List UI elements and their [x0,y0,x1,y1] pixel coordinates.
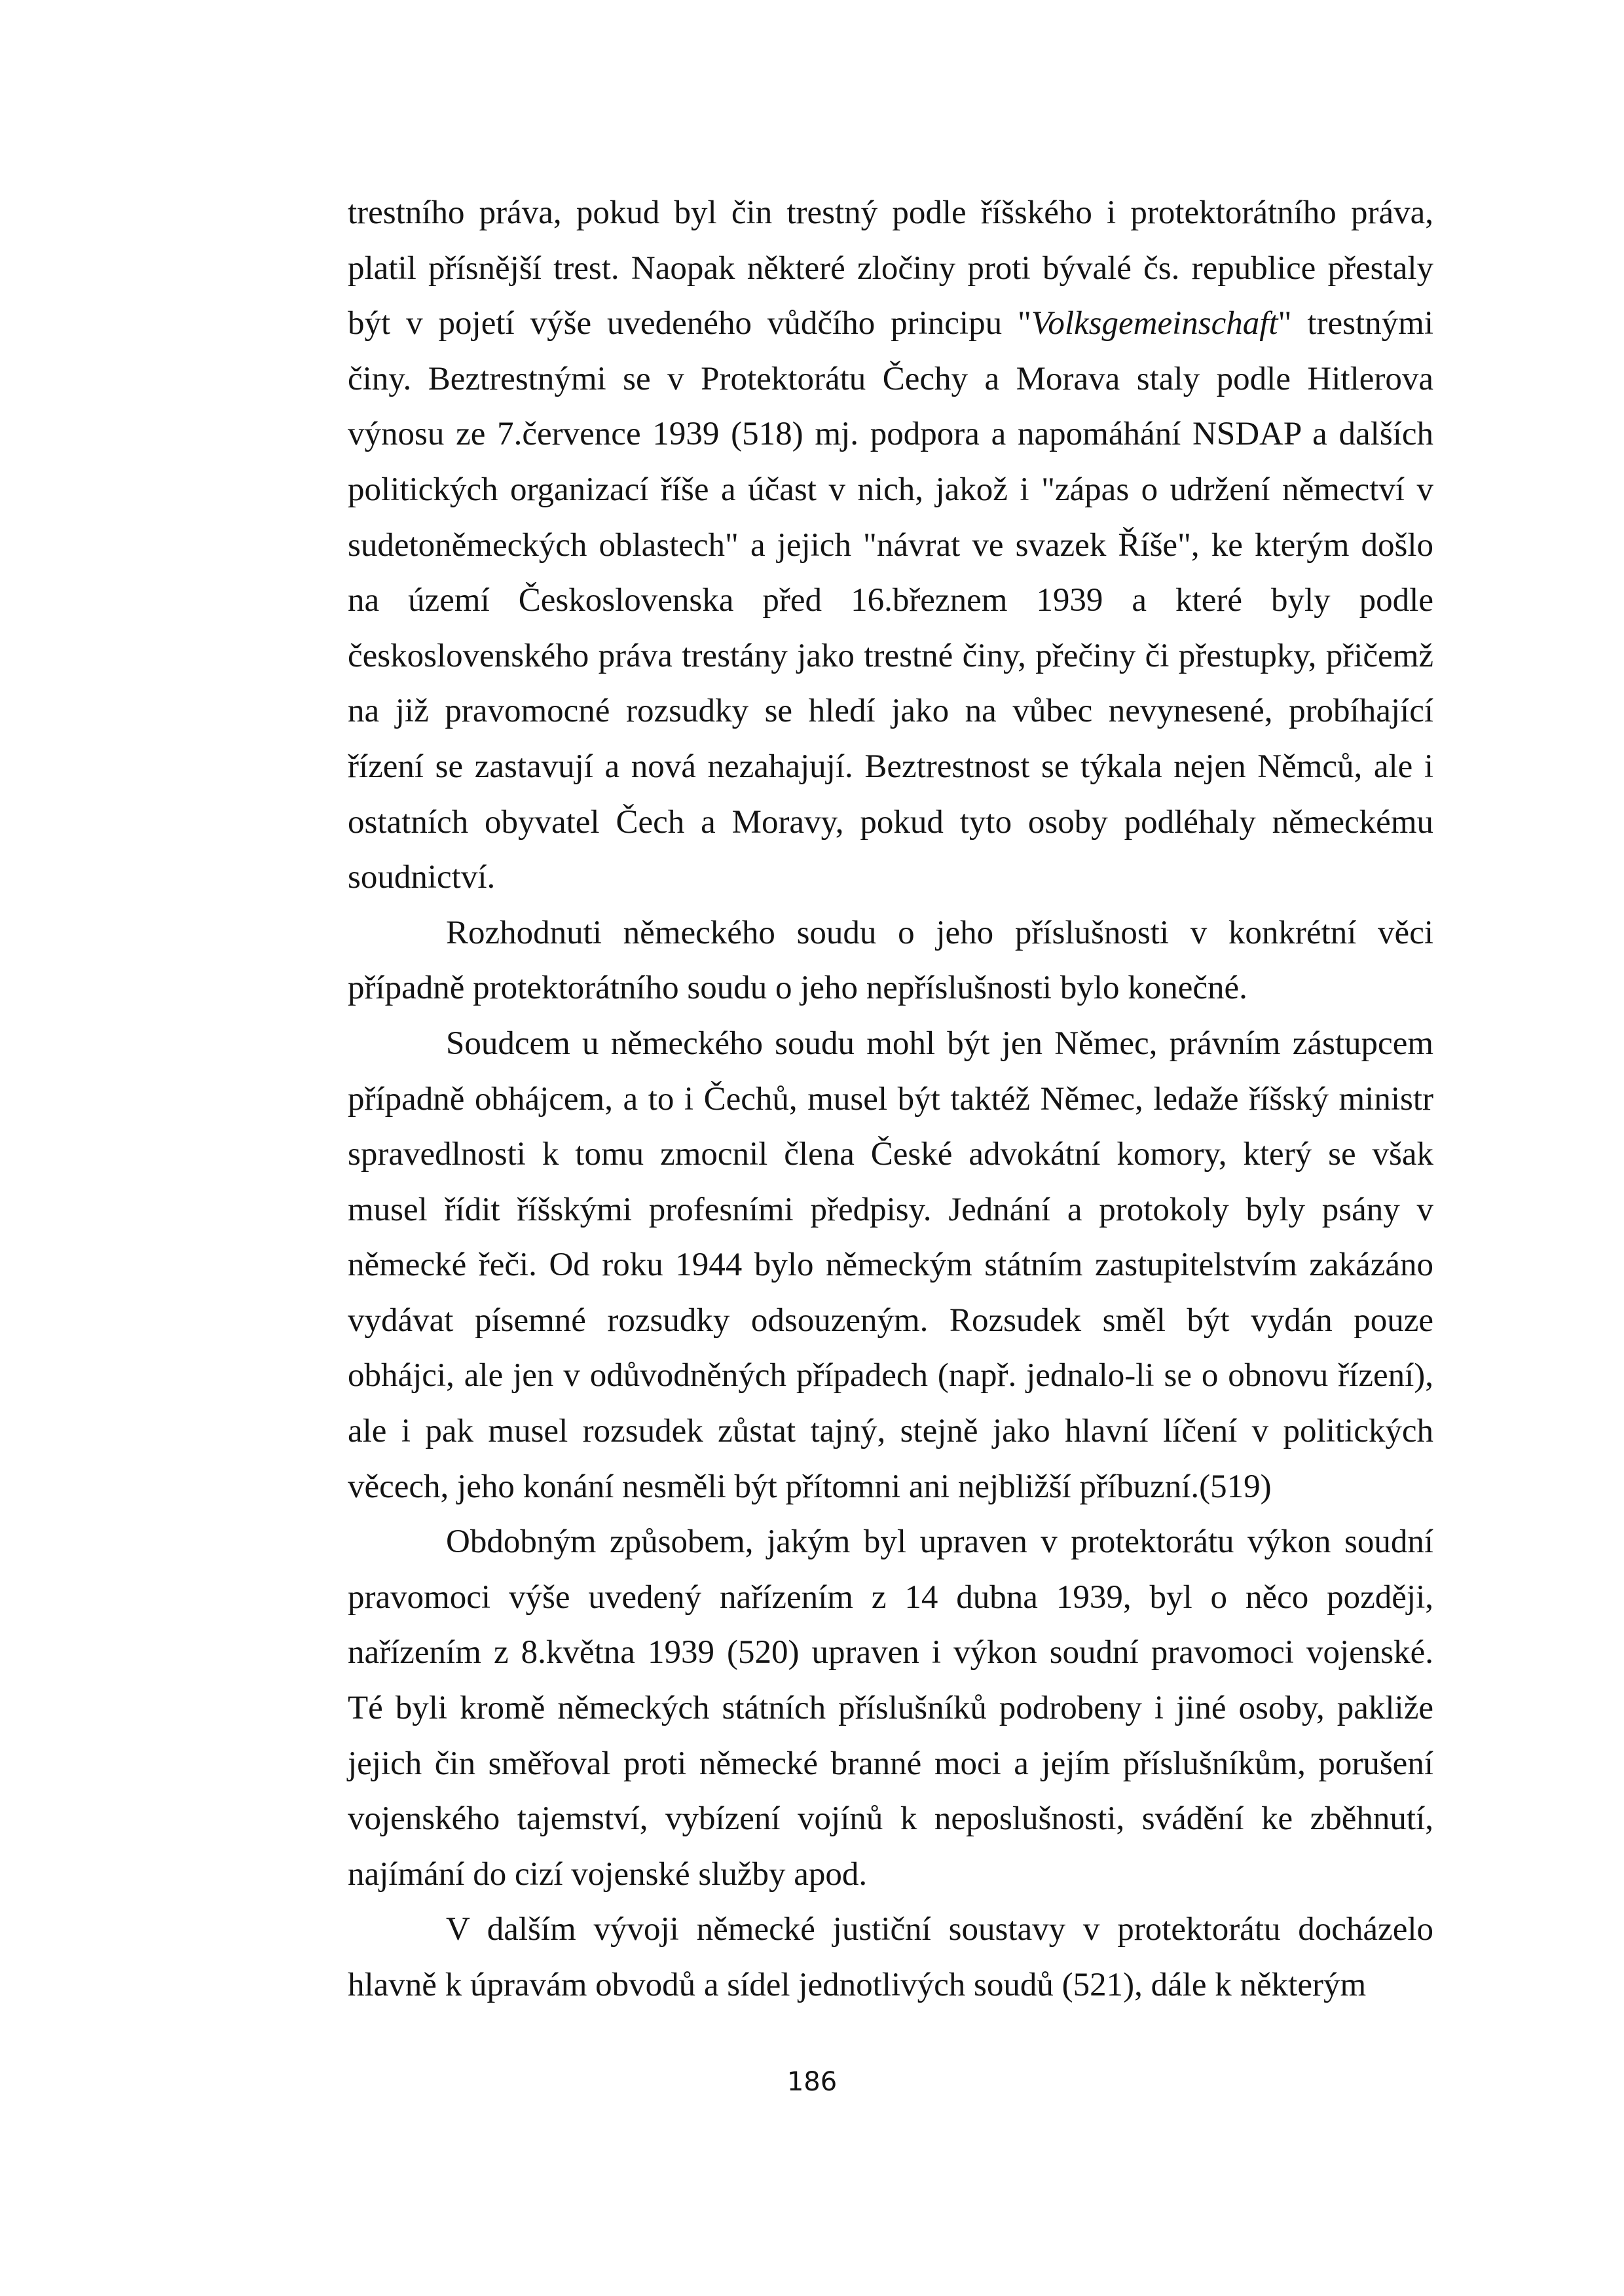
page-number: 186 [786,2067,838,2097]
paragraph-4: Obdobným způsobem, jakým byl upraven v protektorátu výkon soudní pravomoci výše uvedený nařízením z 14 dubna 1939, byl o něco později, nařízením z 8.května 1939 (520) upraven i výkon soudní pravomoci vojenské. Té byli kromě německých státních příslušníků podrobeny i jiné osoby, pakliže jejich čin směřoval proti německé branné moci a jejím příslušníkům, porušení vojenského tajemství, vybízení vojínů k neposlušnosti, svádění ke zběhnutí, najímání do cizí vojenské služby apod. [348,1523,1433,1893]
paragraph-5: V dalším vývoji německé justiční soustavy v protektorátu docházelo hlavně k úpravám obvodů a sídel jednotlivých soudů (521), dále k některým [348,1911,1433,2003]
italic-term: Volksgemeinschaft [1031,305,1278,342]
paragraph-3: Soudcem u německého soudu mohl být jen Němec, právním zástupcem případně obhájcem, a to i Čechů, musel být taktéž Němec, ledaže říšský ministr spravedlnosti k tomu zmocnil člena České advokátní komory, který se však musel řídit říšskými profesními předpisy. Jednání a protokoly byly psány v německé řeči. Od roku 1944 bylo německým státním zastupitelstvím zakázáno vydávat písemné rozsudky odsouzeným. Rozsudek směl být vydán pouze obhájci, ale jen v odůvodněných případech (např. jednalo-li se o obnovu řízení), ale i pak musel rozsudek zůstat tajný, stejně jako hlavní líčení v politických věcech, jeho konání nesměli být přítomni ani nejbližší příbuzní.(519) [348,1025,1433,1505]
paragraph-1-text-end: " trestnými činy. Beztrestnými se v Protektorátu Čechy a Morava staly podle Hitlerova výnosu ze 7.července 1939 (518) mj. podpora a napomáhání NSDAP a dalších politických organizací říše a účast v nich, jakož i "zápas o udržení němectví v sudetoněmeckých oblastech" a jejich "návrat ve svazek Říše", ke kterým došlo na území Československa před 16.březnem 1939 a které byly podle československého práva trestány jako trestné činy, přečiny či přestupky, přičemž na již pravomocné rozsudky se hledí jako na vůbec nevynesené, probíhající řízení se zastavují a nová nezahajují. Beztrestnost se týkala nejen Němců, ale i ostatních obyvatel Čech a Moravy, pokud tyto osoby podléhaly německému soudnictví. [348,305,1433,896]
paragraph-1-text-start: trestního práva, pokud byl čin trestný podle říšského i protektorátního práva, platil přísnější trest. Naopak některé zločiny proti bývalé čs. republice přestaly být v pojetí výše uvedeného vůdčího principu " [348,194,1433,342]
paragraph-2: Rozhodnuti německého soudu o jeho příslušnosti v konkrétní věci případně protektorátního soudu o jeho nepříslušnosti bylo konečné. [348,914,1433,1007]
body-text [348,185,1433,2013]
paragraph-1 [348,185,1433,905]
